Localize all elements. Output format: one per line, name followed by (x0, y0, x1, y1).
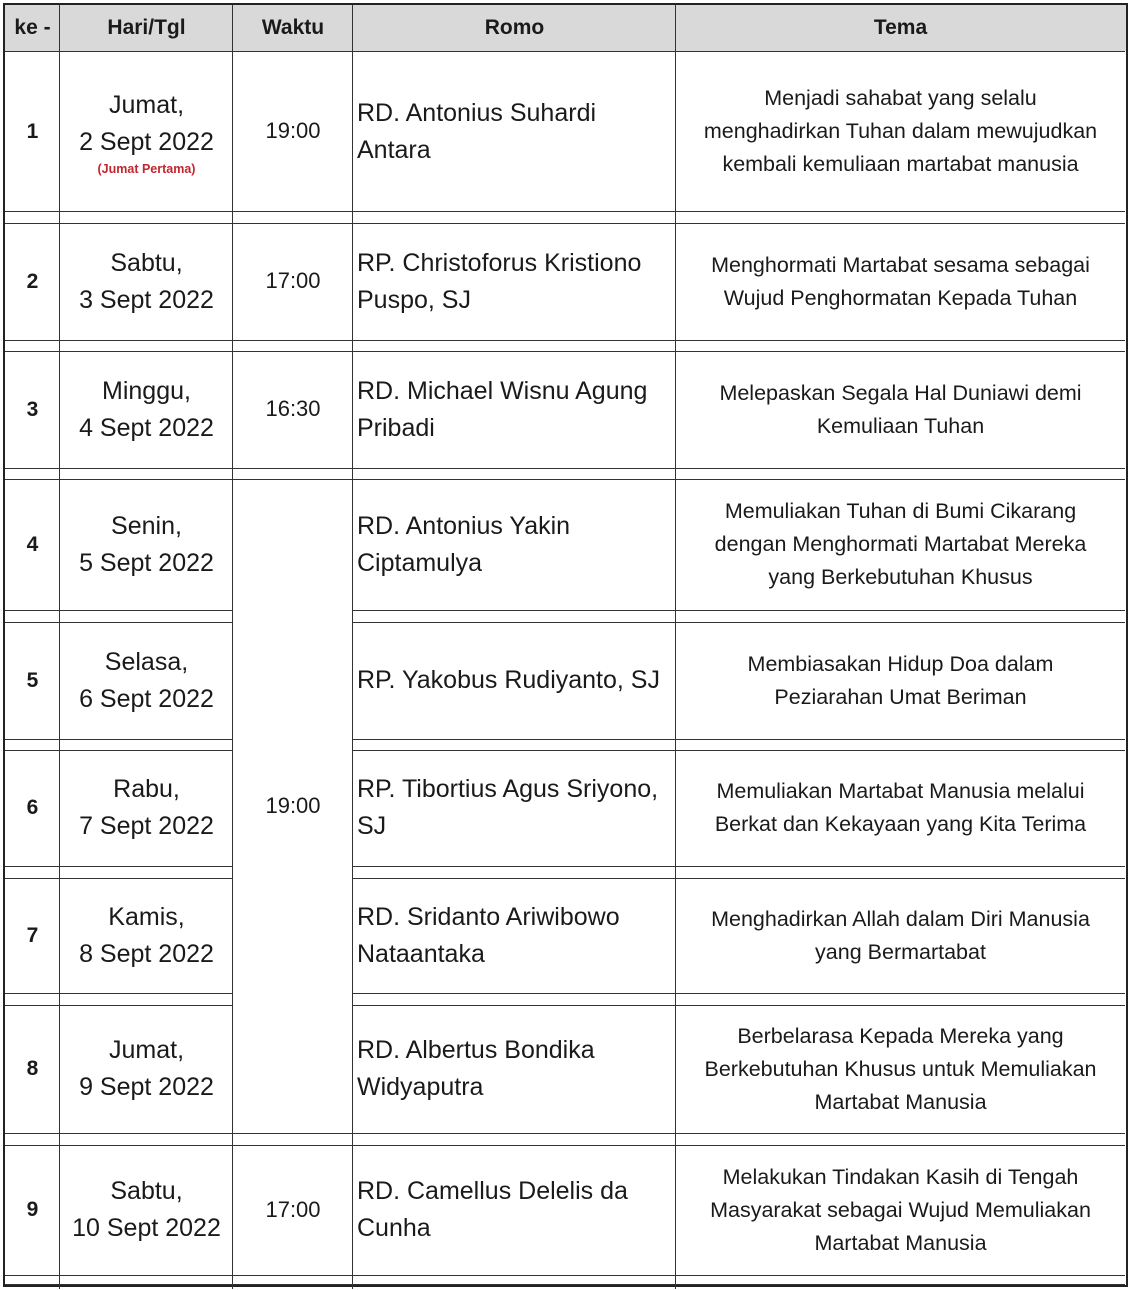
theme-text (748, 648, 1054, 714)
theme-line: Berkebutuhan Khusus untuk Memuliakan (704, 1056, 1097, 1081)
priest-line: Cunha (357, 1214, 431, 1242)
priest-name (357, 1032, 595, 1106)
theme-line: dengan Menghormati Martabat Mereka (714, 532, 1087, 556)
theme-line: yang Berkebutuhan Khusus (768, 565, 1033, 589)
priest-line: Pribadi (357, 413, 435, 442)
theme-line: Kemuliaan Tuhan (816, 413, 985, 438)
date-text: 6 Sept 2022 (79, 684, 214, 713)
header-no: ke - (14, 16, 51, 40)
date-cell (60, 223, 233, 340)
date-text: 9 Sept 2022 (79, 1073, 214, 1101)
priest-cell (353, 351, 676, 468)
date-text: 10 Sept 2022 (72, 1214, 221, 1242)
theme-text (711, 249, 1090, 315)
priest-line: Puspo, SJ (357, 285, 471, 314)
date-text: 4 Sept 2022 (79, 413, 214, 442)
row-divider (5, 1275, 1125, 1276)
priest-line: Ciptamulya (357, 548, 483, 577)
theme-line: Martabat Manusia (814, 1230, 987, 1255)
date-cell (60, 52, 233, 211)
theme-line: Menghadirkan Allah dalam Diri Manusia (711, 906, 1090, 931)
theme-line: Masyarakat sebagai Wujud Memuliakan (710, 1197, 1091, 1222)
row-number: 9 (26, 1198, 39, 1222)
priest-cell (353, 878, 676, 993)
day-name: Sabtu, (110, 1177, 183, 1205)
theme-cell (676, 1005, 1125, 1133)
theme-line: Peziarahan Umat Beriman (774, 684, 1027, 709)
theme-line: Memuliakan Martabat Manusia melalui (716, 779, 1085, 803)
row-number: 6 (26, 796, 39, 820)
row-divider (5, 610, 233, 611)
row-divider (5, 1284, 1125, 1285)
day-name: Jumat, (108, 90, 185, 119)
theme-line: menghadirkan Tuhan dalam mewujudkan (703, 119, 1098, 143)
day-name: Senin, (111, 511, 182, 540)
theme-text (719, 377, 1081, 443)
date-cell (60, 750, 233, 866)
priest-line: RD. Antonius Yakin (357, 511, 571, 540)
theme-line: Melakukan Tindakan Kasih di Tengah (722, 1164, 1079, 1189)
priest-cell (353, 622, 676, 739)
theme-cell (676, 52, 1125, 211)
theme-cell (676, 351, 1125, 468)
time-cell: 16:30 (265, 396, 321, 422)
theme-line: kembali kemuliaan martabat manusia (722, 152, 1079, 176)
priest-line: RD. Albertus Bondika (357, 1036, 595, 1064)
theme-line: Martabat Manusia (814, 1089, 987, 1114)
row-divider (5, 739, 233, 740)
schedule-table (3, 3, 1128, 1287)
theme-line: Berbelarasa Kepada Mereka yang (737, 1023, 1064, 1048)
priest-cell (353, 223, 676, 340)
day-name: Rabu, (113, 775, 180, 803)
priest-line: RP. Yakobus Rudiyanto, SJ (357, 666, 660, 694)
theme-text (715, 775, 1086, 841)
row-number: 1 (26, 119, 39, 143)
priest-name (357, 899, 620, 973)
date-cell (60, 622, 233, 739)
date-text: 7 Sept 2022 (79, 812, 214, 840)
priest-line: RP. Christoforus Kristiono (357, 248, 642, 277)
theme-cell (676, 750, 1125, 866)
day-name: Minggu, (102, 376, 191, 405)
priest-cell (353, 479, 676, 610)
date-cell (60, 1145, 233, 1275)
row-divider (353, 610, 1125, 611)
row-number: 2 (26, 269, 39, 293)
theme-line: Wujud Penghormatan Kepada Tuhan (723, 285, 1078, 310)
row-divider (5, 211, 1125, 212)
row-divider (353, 739, 1125, 740)
priest-name (357, 95, 596, 169)
row-divider (353, 993, 1125, 994)
theme-line: yang Bermartabat (815, 939, 986, 964)
theme-cell (676, 878, 1125, 993)
date-note: (Jumat Pertama) (97, 161, 196, 176)
row-divider (5, 993, 233, 994)
day-name: Sabtu, (110, 248, 183, 277)
priest-cell (353, 52, 676, 211)
priest-name (357, 373, 647, 447)
priest-name (357, 771, 658, 845)
date-cell (60, 878, 233, 993)
row-divider (5, 866, 233, 867)
priest-name (357, 245, 641, 319)
day-name: Jumat, (108, 1036, 185, 1064)
row-divider (5, 468, 1125, 469)
priest-line: Antara (357, 135, 431, 164)
row-number: 3 (26, 397, 39, 421)
date-text: 8 Sept 2022 (79, 939, 214, 968)
date-text: 3 Sept 2022 (79, 285, 214, 314)
priest-cell (353, 1145, 676, 1275)
time-cell: 17:00 (265, 268, 321, 294)
priest-line: SJ (357, 812, 387, 840)
priest-line: Nataantaka (357, 939, 485, 968)
theme-line: Melepaskan Segala Hal Duniawi demi (719, 380, 1082, 405)
theme-text (711, 903, 1090, 969)
day-name: Kamis, (108, 902, 185, 931)
theme-cell (676, 1145, 1125, 1275)
date-cell (60, 479, 233, 610)
priest-line: RD. Antonius Suhardi (357, 98, 597, 127)
theme-text (710, 1161, 1091, 1260)
theme-line: Menjadi sahabat yang selalu (764, 86, 1037, 110)
time-cell-merged: 19:00 (265, 792, 321, 818)
priest-line: Widyaputra (357, 1073, 484, 1101)
theme-line: Berkat dan Kekayaan yang Kita Terima (714, 812, 1087, 836)
row-number: 8 (26, 1057, 39, 1081)
theme-line: Menghormati Martabat sesama sebagai (711, 252, 1090, 277)
theme-text (704, 82, 1097, 181)
priest-line: RD. Sridanto Ariwibowo (357, 902, 620, 931)
row-number: 4 (26, 532, 39, 556)
day-name: Selasa, (104, 647, 189, 676)
theme-cell (676, 622, 1125, 739)
row-divider (5, 1133, 1125, 1134)
row-number: 5 (26, 668, 39, 692)
priest-cell (353, 1005, 676, 1133)
date-text: 5 Sept 2022 (79, 548, 214, 577)
row-divider (353, 866, 1125, 867)
theme-text (704, 1020, 1096, 1119)
theme-cell (676, 223, 1125, 340)
header-theme: Tema (873, 16, 928, 40)
row-divider (5, 340, 1125, 341)
theme-cell (676, 479, 1125, 610)
priest-line: RP. Tibortius Agus Sriyono, (357, 775, 659, 803)
header-priest: Romo (484, 16, 545, 40)
priest-name (357, 508, 570, 582)
priest-cell (353, 750, 676, 866)
date-cell (60, 351, 233, 468)
priest-name (357, 662, 660, 699)
date-cell (60, 1005, 233, 1133)
time-cell: 17:00 (265, 1196, 321, 1222)
theme-line: Memuliakan Tuhan di Bumi Cikarang (724, 499, 1077, 523)
time-cell: 19:00 (265, 118, 321, 144)
priest-line: RD. Camellus Delelis da (357, 1177, 628, 1205)
header-date: Hari/Tgl (107, 16, 186, 40)
priest-line: RD. Michael Wisnu Agung (357, 376, 648, 405)
header-time: Waktu (261, 16, 325, 40)
row-number: 7 (26, 923, 39, 947)
date-text: 2 Sept 2022 (79, 127, 214, 156)
theme-line: Membiasakan Hidup Doa dalam (747, 651, 1054, 676)
priest-name (357, 1173, 628, 1247)
theme-text (715, 495, 1087, 594)
